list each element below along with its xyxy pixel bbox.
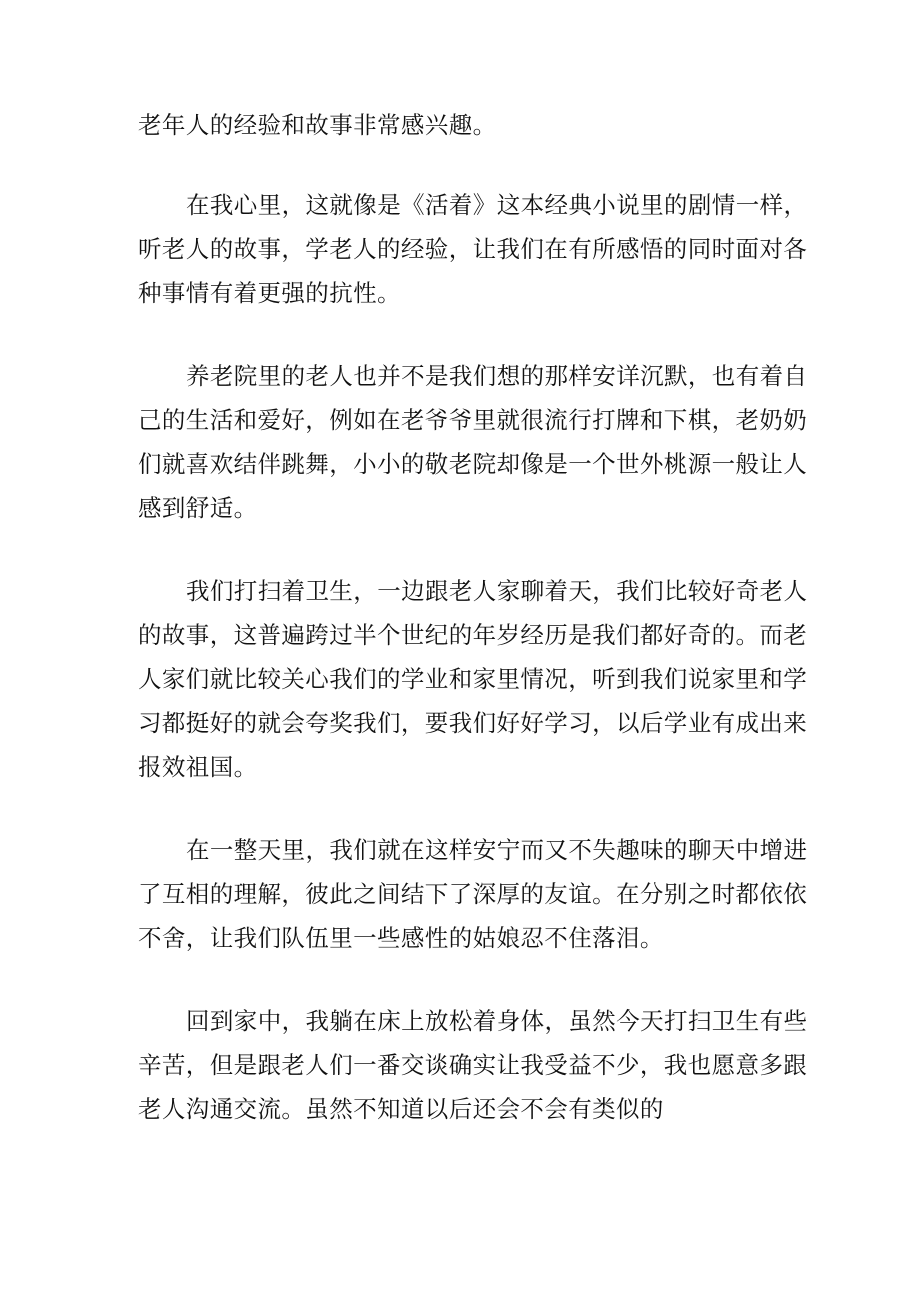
paragraph-line: 了互相的理解，彼此之间结下了深厚的友谊。在分别之时都依依 xyxy=(138,880,808,908)
paragraph-line: 老人沟通交流。虽然不知道以后还会不会有类似的 xyxy=(138,1095,664,1123)
paragraph-line: 辛苦，但是跟老人们一番交谈确实让我受益不少，我也愿意多跟 xyxy=(138,1051,808,1079)
paragraph-line: 回到家中，我躺在床上放松着身体，虽然今天打扫卫生有些 xyxy=(186,1007,808,1035)
paragraph-line: 在一整天里，我们就在这样安宁而又不失趣味的聊天中增进 xyxy=(186,836,808,864)
paragraph-line: 种事情有着更强的抗性。 xyxy=(138,279,401,307)
paragraph-line: 的故事，这普遍跨过半个世纪的年岁经历是我们都好奇的。而老 xyxy=(138,621,808,649)
paragraph-line: 感到舒适。 xyxy=(138,494,258,522)
paragraph-line: 养老院里的老人也并不是我们想的那样安详沉默，也有着自 xyxy=(186,362,808,390)
paragraph-line: 老年人的经验和故事非常感兴趣。 xyxy=(138,111,497,139)
paragraph-line: 在我心里，这就像是《活着》这本经典小说里的剧情一样， xyxy=(186,191,808,219)
paragraph-line: 己的生活和爱好，例如在老爷爷里就很流行打牌和下棋，老奶奶 xyxy=(138,406,808,434)
paragraph-line: 习都挺好的就会夸奖我们，要我们好好学习，以后学业有成出来 xyxy=(138,709,808,737)
paragraph-line: 不舍，让我们队伍里一些感性的姑娘忍不住落泪。 xyxy=(138,924,664,952)
paragraph-line: 报效祖国。 xyxy=(138,753,258,781)
paragraph-line: 们就喜欢结伴跳舞，小小的敬老院却像是一个世外桃源一般让人 xyxy=(138,450,808,478)
paragraph-line: 我们打扫着卫生，一边跟老人家聊着天，我们比较好奇老人 xyxy=(186,577,808,605)
paragraph-line: 听老人的故事，学老人的经验，让我们在有所感悟的同时面对各 xyxy=(138,235,808,263)
paragraph-line: 人家们就比较关心我们的学业和家里情况，听到我们说家里和学 xyxy=(138,665,808,693)
